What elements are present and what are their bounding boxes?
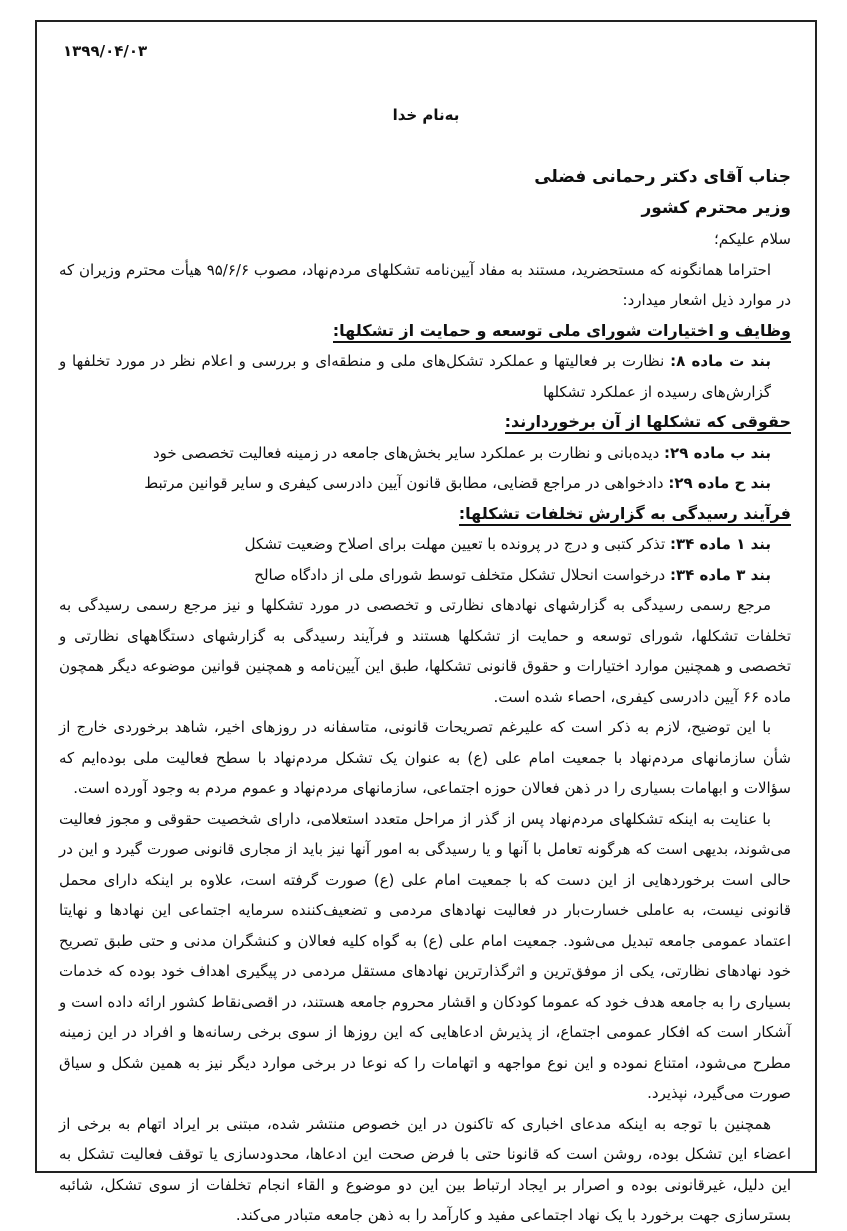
body-paragraph: مرجع رسمی رسیدگی به گزارشهای نهادهای نظارتی و تخصصی در مورد تشکلها و نیز مرجع رسمی رسیدگی به تخلفات تشکلها، شورای توسعه و حمایت از تشکلها هستند و فرآیند رسیدگی به گزارشهای دستگاههای نظارتی و تخصصی و همچنین موارد اختیارات و حقوق قانونی تشکلها، طبق این آیین‌نامه و همچنین قوانین موضوعه دیگر همچون ماده ۶۶ آیین دادرسی کیفری، احصاء شده است. (59, 596, 791, 706)
clause-text: دادخواهی در مراجع قضایی، مطابق قانون آیین دادرسی کیفری و سایر قوانین مرتبط (144, 474, 664, 492)
list-item (59, 560, 791, 591)
bismillah-heading: به‌نام خدا (392, 106, 460, 124)
list-item (59, 346, 791, 407)
letter-date: ۱۳۹۹/۰۴/۰۳ (63, 42, 148, 60)
clause-label: بند ت ماده ۸: (670, 352, 771, 370)
section-heading-ngo-rights (59, 407, 791, 438)
list-item (59, 529, 791, 560)
section-title: حقوقی که تشکلها از آن برخوردارند: (505, 412, 791, 434)
clause-label: بند ب ماده ۲۹: (664, 443, 771, 462)
greeting: سلام علیکم؛ (713, 230, 791, 248)
letter-page (35, 20, 817, 1224)
clause-label: بند ح ماده ۲۹: (668, 474, 771, 492)
clause-label: بند ۳ ماده ۳۴: (669, 565, 771, 584)
clause-text: درخواست انحلال تشکل متخلف توسط شورای ملی از دادگاه صالح (254, 565, 666, 584)
clause-label: بند ۱ ماده ۳۴: (669, 535, 771, 553)
clause-text: نظارت بر فعالیتها و عملکرد تشکل‌های ملی و منطقه‌ای و بررسی و اعلام نظر در مورد تخلفها و گزارش‌های رسیده از عملکرد تشکلها (59, 352, 771, 401)
letter-body (59, 162, 791, 1231)
list-item (59, 438, 791, 469)
intro-paragraph: احتراما همانگونه که مستحضرید، مستند به مفاد آیین‌نامه تشکلهای مردم‌نهاد، مصوب ۹۵/۶/۶ هیأت محترم وزیران که در موارد ذیل اشعار میدارد: (59, 260, 791, 309)
body-paragraph: همچنین با توجه به اینکه مدعای اخباری که تاکنون در این خصوص منتشر شده، مبتنی بر ایراد اتهام به برخی از اعضاء این تشکل بوده، روشن است که قانونا حتی با فرض صحت این ادعاها، محدودسازی یا توقف فعالیت تشکل به این دلیل، غیرقانونی بوده و اصرار بر ایجاد ارتباط بین این دو موضوع و القاء انجام تخلفات از سوی تشکل، شائبه بسترسازی جهت برخورد با یک نهاد اجتماعی مفید و کارآمد را به ذهن جامعه متبادر می‌کند. (59, 1114, 791, 1224)
section-heading-violation-process (59, 499, 791, 530)
recipient-name: جناب آقای دکتر رحمانی فضلی (534, 167, 791, 187)
list-item (59, 468, 791, 499)
section-heading-council-duties (59, 316, 791, 347)
section-title: فرآیند رسیدگی به گزارش تخلفات تشکلها: (459, 504, 791, 526)
clause-text: دیده‌بانی و نظارت بر عملکرد سایر بخش‌های جامعه در زمینه فعالیت تخصصی خود (152, 443, 660, 462)
body-paragraph: با این توضیح، لازم به ذکر است که علیرغم تصریحات قانونی، متاسفانه در روزهای اخیر، شاهد برخوردی خارج از شأن سازمانهای مردم‌نهاد با جمعیت امام علی (ع) به عنوان یک تشکل مردم‌نهاد با سطح فعالیت ملی بوده‌ایم که سؤالات و ابهامات بسیاری را در ذهن فعالان حوزه اجتماعی، سازمانهای مردم‌نهاد و عموم مردم به وجود آورده است. (59, 718, 791, 797)
section-title: وظایف و اختیارات شورای ملی توسعه و حمایت از تشکلها: (333, 321, 791, 343)
body-paragraph: با عنایت به اینکه تشکلهای مردم‌نهاد پس از گذر از مراحل متعدد استعلامی، دارای شخصیت حقوقی و مجوز فعالیت می‌شوند، بدیهی است که هرگونه تعامل با آنها و یا رسیدگی به امور آنها نیز باید از مجاری قانونی صورت گیرد و این در حالی است برخوردهایی از این دست که با جمعیت امام علی (ع) صورت گرفته است، علاوه بر اینکه دارای محمل قانونی نیست، به عاملی خسارت‌بار در فعالیت نهادهای مردمی و تضعیف‌کننده سرمایه اجتماعی این نهادها و نهایتا اعتماد عمومی جامعه تبدیل می‌شود. جمعیت امام علی (ع) به گواه کلیه فعالان و کنشگران مدنی و حتی طبق تصریح خود نهادهای نظارتی، یکی از موفق‌ترین و اثرگذارترین نهادهای مستقل مردمی در پیگیری اهداف خود بوده که خدمات بسیاری را به جامعه هدف خود که عموما کودکان و اقشار محروم جامعه هستند، در اقصی‌نقاط کشور ارائه داده است و آشکار است که افکار عمومی اجتماع، از پذیرش ادعاهایی که این روزها از سوی برخی رسانه‌ها و افراد در این زمینه مطرح می‌شود، امتناع نموده و این نوع مواجهه و اتهامات را که نوعا در برخی موارد دیگر نیز به همین شکل و سیاق صورت می‌گیرد، نپذیرد. (59, 809, 791, 1102)
clause-text: تذکر کتبی و درج در پرونده با تعیین مهلت برای اصلاح وضعیت تشکل (244, 535, 666, 553)
recipient-title: وزیر محترم کشور (641, 198, 791, 218)
